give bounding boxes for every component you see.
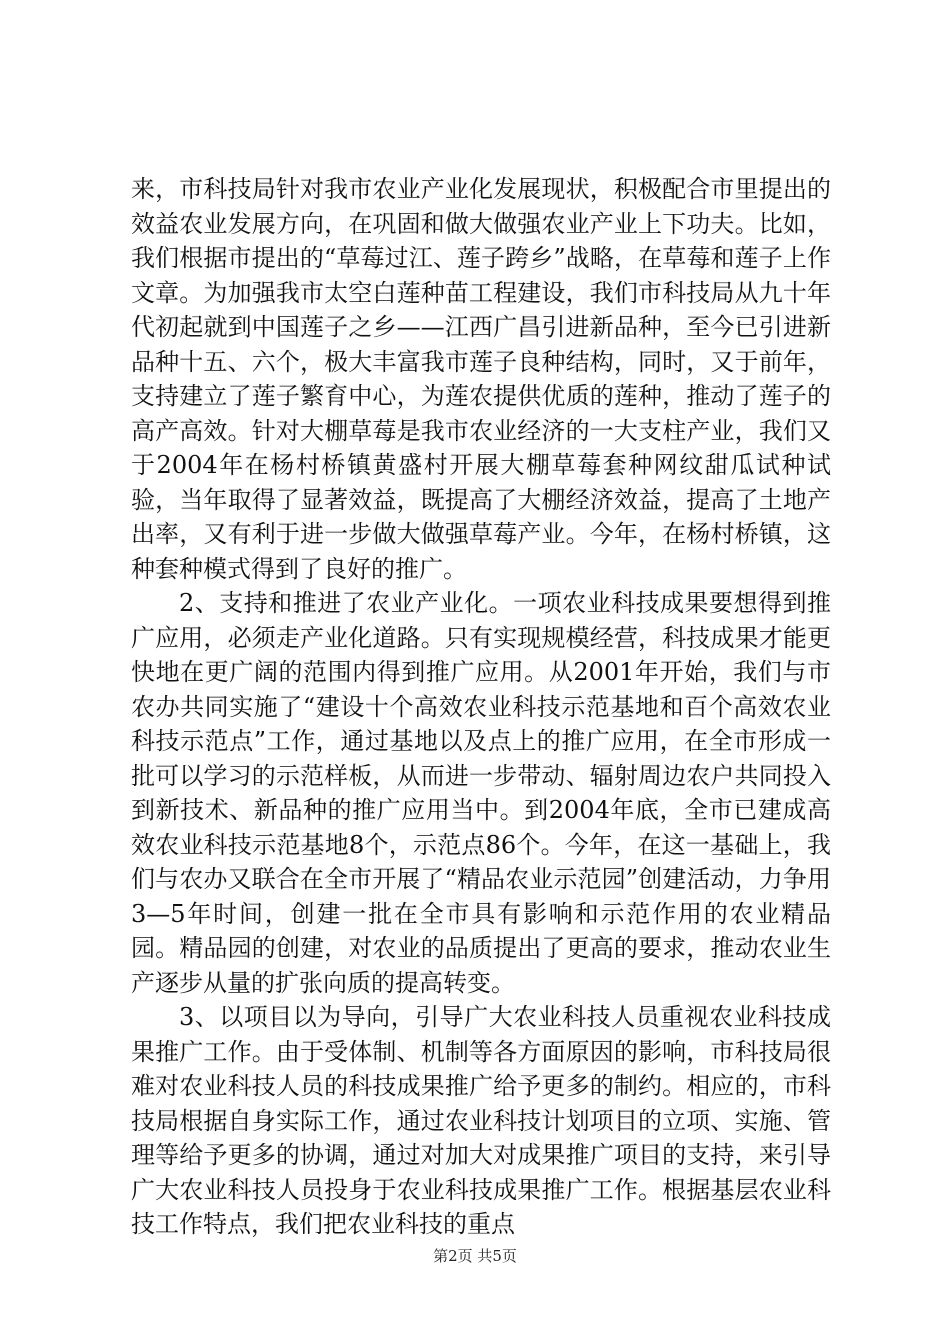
paragraph-item-2: 2、支持和推进了农业产业化。一项农业科技成果要想得到推广应用，必须走产业化道路。只有实现规模经营，科技成果才能更快地在更广阔的范围内得到推广应用。从2001年开始，我们与市农办共同实施了“建设十个高效农业科技示范基地和百个高效农业科技示范点”工作，通过基地以及点上的推广应用，在全市形成一批可以学习的示范样板，从而进一步带动、辐射周边农户共同投入到新技术、新品种的推广应用当中。到2004年底，全市已建成高效农业科技示范基地8个，示范点86个。今年，在这一基础上，我们与农办又联合在全市开展了“精品农业示范园”创建活动，力争用3—5年时间，创建一批在全市具有影响和示范作用的农业精品园。精品园的创建，对农业的品质提出了更高的要求，推动农业生产逐步从量的扩张向质的提高转变。	[131, 589, 831, 997]
paragraph-item-3: 3、以项目以为导向，引导广大农业科技人员重视农业科技成果推广工作。由于受体制、机制等各方面原因的影响，市科技局很难对农业科技人员的科技成果推广给予更多的制约。相应的，市科技局根据自身实际工作，通过农业科技计划项目的立项、实施、管理等给予更多的协调，通过对加大对成果推广项目的支持，来引导广大农业科技人员投身于农业科技成果推广工作。根据基层农业科技工作特点，我们把农业科技的重点	[131, 1003, 831, 1238]
paragraph-continuation: 来，市科技局针对我市农业产业化发展现状，积极配合市里提出的效益农业发展方向，在巩固和做大做强农业产业上下功夫。比如，我们根据市提出的“草莓过江、莲子跨乡”战略，在草莓和莲子上作文章。为加强我市太空白莲种苗工程建设，我们市科技局从九十年代初起就到中国莲子之乡——江西广昌引进新品种，至今已引进新品种十五、六个，极大丰富我市莲子良种结构，同时，又于前年，支持建立了莲子繁育中心，为莲农提供优质的莲种，推动了莲子的高产高效。针对大棚草莓是我市农业经济的一大支柱产业，我们又于2004年在杨村桥镇黄盛村开展大棚草莓套种网纹甜瓜试种试验，当年取得了显著效益，既提高了大棚经济效益，提高了土地产出率，又有利于进一步做大做强草莓产业。今年，在杨村桥镇，这种套种模式得到了良好的推广。	[131, 175, 831, 583]
page-footer	[0, 1245, 950, 1266]
body-text	[131, 172, 831, 1242]
page-number: 第2页 共5页	[433, 1247, 517, 1265]
